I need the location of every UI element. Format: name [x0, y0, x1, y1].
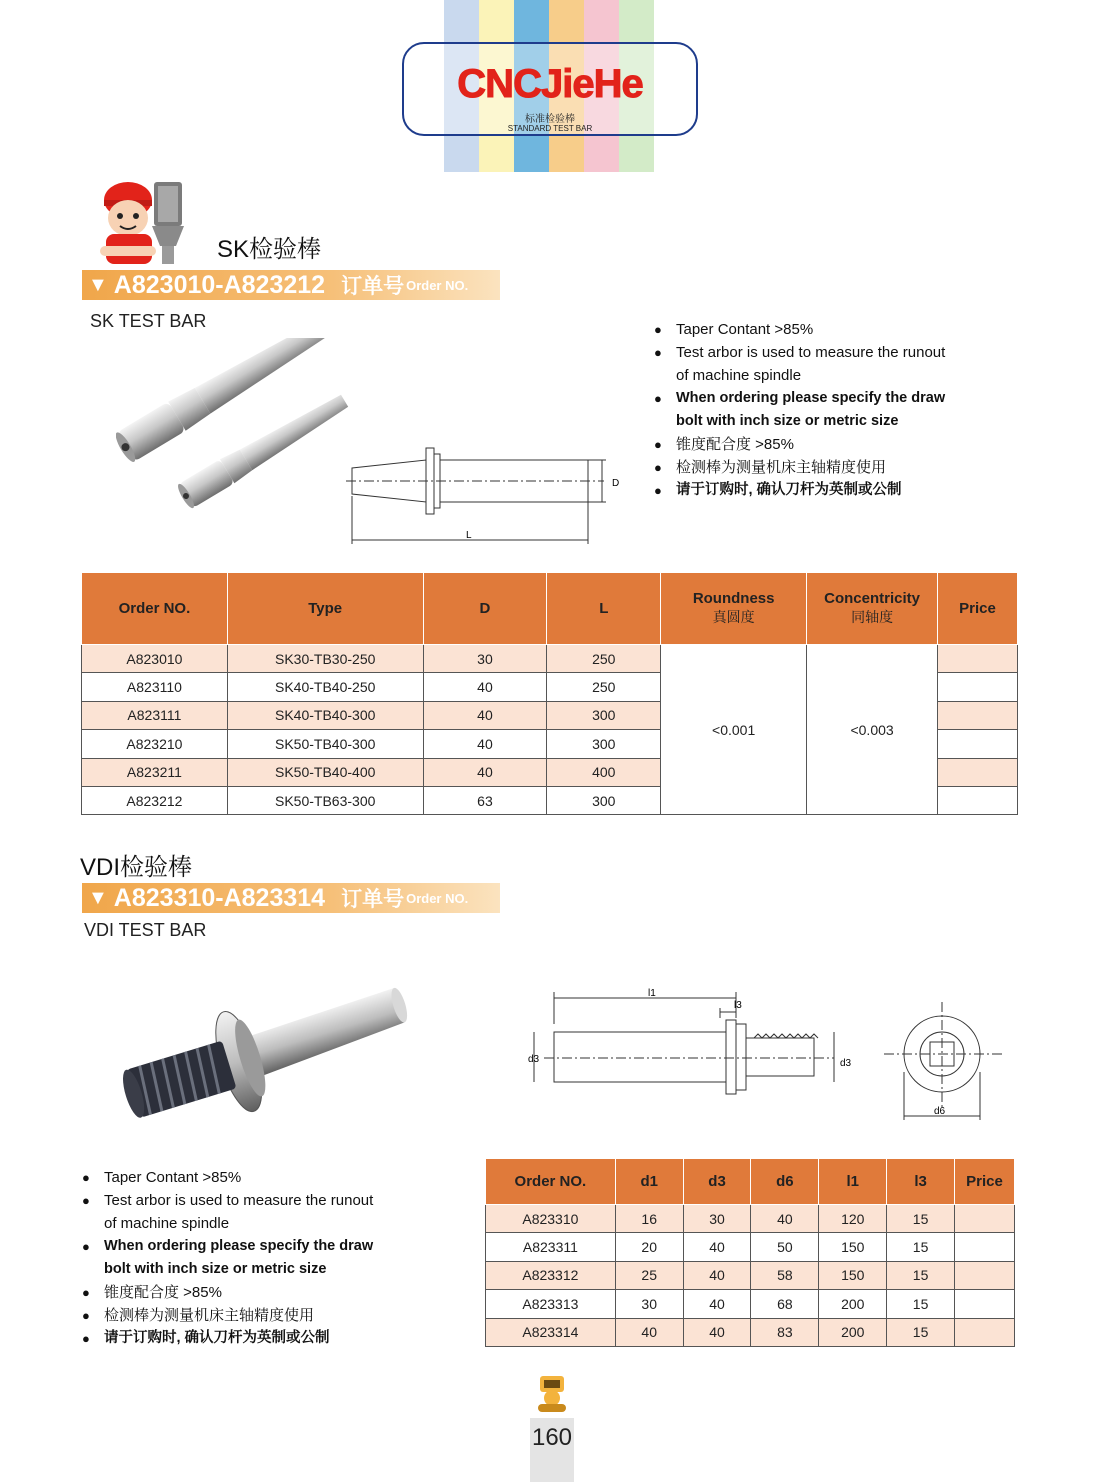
cell-l3: 15 — [887, 1233, 955, 1261]
sk-dimension-d: D — [612, 478, 620, 489]
col-header-concentricity — [807, 573, 938, 645]
cell-price — [938, 673, 1018, 701]
bullet-item: ● 检测棒为测量机床主轴精度使用 — [82, 1304, 373, 1327]
cell-l1: 200 — [819, 1318, 887, 1346]
cell-order: A823312 — [486, 1261, 616, 1289]
cell-d3: 40 — [683, 1233, 751, 1261]
bullet-item: ● Taper Contant >85% — [654, 318, 945, 341]
table-row — [486, 1233, 1015, 1261]
cell-type: SK40-TB40-300 — [227, 701, 423, 729]
vdi-spec-table — [485, 1158, 1015, 1347]
cell-d1: 30 — [615, 1290, 683, 1318]
cell-price — [938, 730, 1018, 758]
cell-l: 300 — [547, 786, 661, 814]
col-header-l3: l3 — [887, 1159, 955, 1205]
page-number: 160 — [531, 1424, 573, 1451]
roundness-cn: 真圆度 — [712, 609, 755, 625]
vdi-dimension-d3-right: d3 — [840, 1058, 852, 1069]
cell-price — [938, 645, 1018, 673]
cell-d: 40 — [423, 673, 547, 701]
bullet-item: ● 锥度配合度 >85% — [82, 1281, 373, 1304]
cell-d: 40 — [423, 730, 547, 758]
cell-concentricity: <0.003 — [807, 645, 938, 815]
brand-logo — [402, 42, 698, 136]
col-header-roundness — [661, 573, 807, 645]
cell-order: A823311 — [486, 1233, 616, 1261]
cell-price — [955, 1318, 1015, 1346]
sk-test-bar-photo — [116, 338, 366, 510]
mascot-badge-icon — [534, 1374, 570, 1414]
bullet-item: ● Test arbor is used to measure the runout — [82, 1189, 373, 1212]
cell-d: 30 — [423, 645, 547, 673]
bullet-item-continued: of machine spindle — [104, 1215, 230, 1232]
bullet-item-continued: of machine spindle — [676, 367, 802, 384]
order-label-cn: 订单号 — [341, 275, 405, 298]
bullet-item: ● 锥度配合度 >85% — [654, 433, 945, 456]
vdi-technical-drawing — [514, 984, 1012, 1124]
table-row — [486, 1290, 1015, 1318]
cell-d1: 25 — [615, 1261, 683, 1289]
cell-d3: 40 — [683, 1290, 751, 1318]
vdi-order-banner — [82, 883, 500, 913]
cell-d: 40 — [423, 758, 547, 786]
triangle-down-icon: ▼ — [88, 273, 108, 296]
roundness-en: Roundness — [692, 590, 775, 607]
cell-order: A823212 — [82, 786, 228, 814]
col-header-d: D — [423, 573, 547, 645]
col-header-price: Price — [938, 573, 1018, 645]
vdi-dimension-l1: l1 — [648, 988, 656, 999]
sk-feature-list — [654, 318, 945, 502]
bullet-item: ● 请于订购时, 确认刀杆为英制或公制 — [82, 1327, 373, 1350]
bullet-item-continued: bolt with inch size or metric size — [104, 1261, 327, 1277]
cell-l1: 120 — [819, 1205, 887, 1233]
cell-d3: 40 — [683, 1261, 751, 1289]
bullet-item: ● When ordering please specify the draw — [82, 1235, 373, 1258]
triangle-down-icon: ▼ — [88, 886, 108, 909]
col-header-d1: d1 — [615, 1159, 683, 1205]
vdi-dimension-d6: d6 — [934, 1106, 946, 1117]
concentricity-cn: 同轴度 — [851, 609, 894, 625]
cell-l: 250 — [547, 645, 661, 673]
cell-l3: 15 — [887, 1205, 955, 1233]
cell-order: A823313 — [486, 1290, 616, 1318]
vdi-dimension-d3-left: d3 — [528, 1054, 540, 1065]
cell-price — [938, 701, 1018, 729]
cell-price — [955, 1290, 1015, 1318]
cell-order: A823010 — [82, 645, 228, 673]
vdi-subtitle: VDI TEST BAR — [84, 920, 207, 940]
bullet-item: ● Test arbor is used to measure the runout — [654, 341, 945, 364]
vdi-dimension-l3: l3 — [734, 1000, 742, 1011]
concentricity-en: Concentricity — [824, 590, 920, 607]
cell-l1: 200 — [819, 1290, 887, 1318]
cell-type: SK50-TB63-300 — [227, 786, 423, 814]
col-header-type: Type — [227, 573, 423, 645]
cell-l3: 15 — [887, 1318, 955, 1346]
page-number-box — [530, 1418, 574, 1482]
cell-order: A823110 — [82, 673, 228, 701]
bullet-item: ● Taper Contant >85% — [82, 1166, 373, 1189]
vdi-section-title: VDI检验棒 — [80, 854, 193, 881]
cell-type: SK50-TB40-300 — [227, 730, 423, 758]
bullet-item-continued: bolt with inch size or metric size — [676, 413, 899, 429]
cell-price — [938, 786, 1018, 814]
cell-order: A823310 — [486, 1205, 616, 1233]
cell-d6: 58 — [751, 1261, 819, 1289]
cell-order: A823211 — [82, 758, 228, 786]
cell-d6: 50 — [751, 1233, 819, 1261]
cell-d1: 16 — [615, 1205, 683, 1233]
cell-type: SK40-TB40-250 — [227, 673, 423, 701]
cell-l: 400 — [547, 758, 661, 786]
cell-d1: 20 — [615, 1233, 683, 1261]
order-label-cn: 订单号 — [341, 888, 405, 911]
cell-roundness: <0.001 — [661, 645, 807, 815]
logo-subtitle-en: STANDARD TEST BAR — [507, 124, 593, 133]
cell-l: 250 — [547, 673, 661, 701]
col-header-order: Order NO. — [82, 573, 228, 645]
cell-type: SK50-TB40-400 — [227, 758, 423, 786]
col-header-price: Price — [955, 1159, 1015, 1205]
table-row — [486, 1318, 1015, 1346]
table-row — [82, 645, 1018, 673]
cell-order: A823111 — [82, 701, 228, 729]
cell-l3: 15 — [887, 1290, 955, 1318]
cell-order: A823210 — [82, 730, 228, 758]
sk-section-title: SK检验棒 — [217, 236, 322, 263]
sk-order-banner — [82, 270, 500, 300]
bullet-item: ● 检测棒为测量机床主轴精度使用 — [654, 456, 945, 479]
col-header-d3: d3 — [683, 1159, 751, 1205]
cell-l3: 15 — [887, 1261, 955, 1289]
cell-l: 300 — [547, 701, 661, 729]
cell-type: SK30-TB30-250 — [227, 645, 423, 673]
sk-dimension-l: L — [466, 530, 472, 541]
cell-price — [955, 1261, 1015, 1289]
order-label-en: Order NO. — [406, 890, 469, 906]
cell-price — [938, 758, 1018, 786]
cell-l1: 150 — [819, 1233, 887, 1261]
cell-d3: 40 — [683, 1318, 751, 1346]
cell-d: 63 — [423, 786, 547, 814]
sk-order-range: A823010-A823212 — [113, 270, 326, 299]
sk-subtitle: SK TEST BAR — [90, 311, 207, 331]
vdi-feature-list — [82, 1166, 373, 1350]
cell-order: A823314 — [486, 1318, 616, 1346]
cell-price — [955, 1205, 1015, 1233]
cell-d3: 30 — [683, 1205, 751, 1233]
logo-text: CNCJieHe — [457, 62, 643, 106]
cell-l: 300 — [547, 730, 661, 758]
bullet-item: ● 请于订购时, 确认刀杆为英制或公制 — [654, 479, 945, 502]
bullet-item: ● When ordering please specify the draw — [654, 387, 945, 410]
table-row — [486, 1205, 1015, 1233]
logo-subtitle-cn: 标准检验棒 — [525, 114, 575, 125]
cell-d6: 68 — [751, 1290, 819, 1318]
col-header-l1: l1 — [819, 1159, 887, 1205]
vdi-test-bar-photo — [116, 978, 416, 1118]
col-header-order: Order NO. — [486, 1159, 616, 1205]
sk-technical-drawing — [344, 440, 624, 548]
cell-l1: 150 — [819, 1261, 887, 1289]
cell-d: 40 — [423, 701, 547, 729]
col-header-d6: d6 — [751, 1159, 819, 1205]
vdi-order-range: A823310-A823314 — [113, 883, 326, 912]
sk-spec-table — [81, 572, 1018, 815]
mascot-illustration — [96, 174, 194, 266]
col-header-l: L — [547, 573, 661, 645]
order-label-en: Order NO. — [406, 277, 469, 293]
cell-d6: 83 — [751, 1318, 819, 1346]
cell-d6: 40 — [751, 1205, 819, 1233]
table-row — [486, 1261, 1015, 1289]
cell-d1: 40 — [615, 1318, 683, 1346]
cell-price — [955, 1233, 1015, 1261]
